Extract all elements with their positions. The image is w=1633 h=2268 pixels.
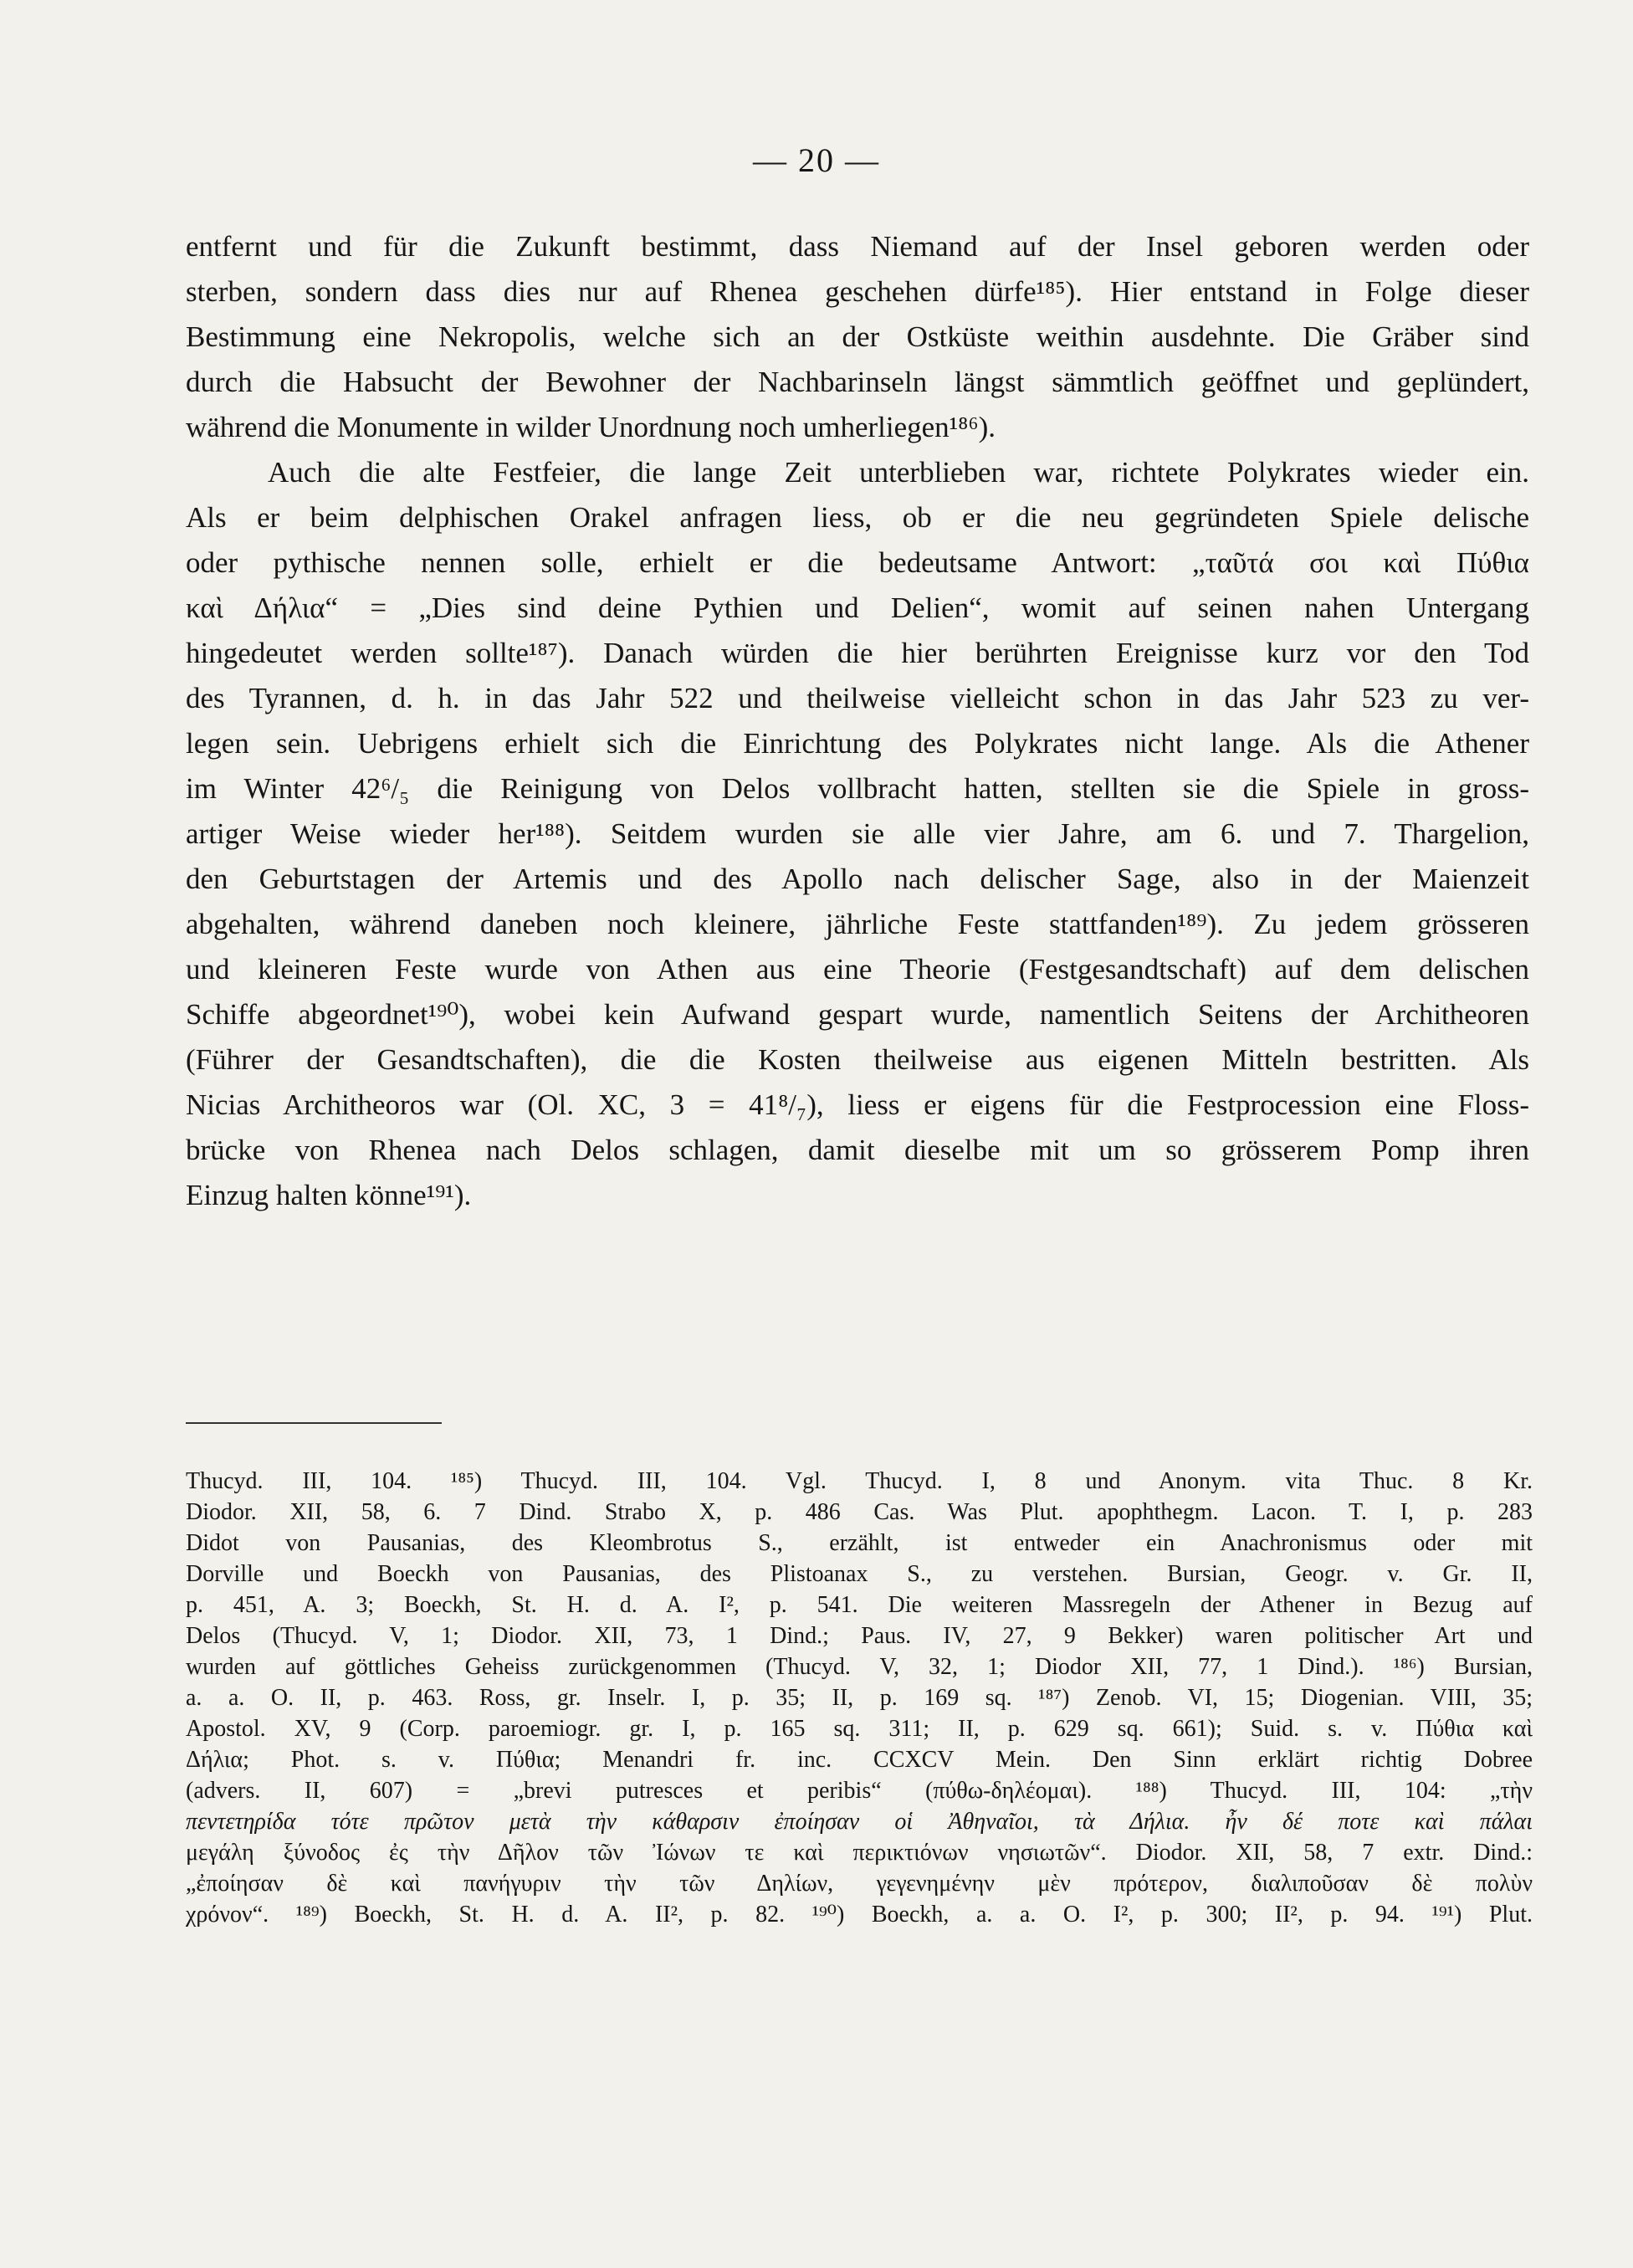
text-line: (Führer der Gesandtschaften), die die Kosten theilweise aus eigenen Mitteln bestritten. Als	[186, 1043, 1529, 1076]
footnote-line: μεγάλη ξύνοδος ἐς τὴν Δῆλον τῶν Ἰώνων τε καὶ περικτιόνων νησιωτῶν“. Diodor. XII, 58, 7 extr. Dind.:	[186, 1840, 1533, 1866]
footnote-line: wurden auf göttliches Geheiss zurückgenommen (Thucyd. V, 32, 1; Diodor XII, 77, 1 Dind.). ¹⁸⁶) Bursian,	[186, 1654, 1533, 1680]
text-line: artiger Weise wieder her¹⁸⁸). Seitdem wurden sie alle vier Jahre, am 6. und 7. Thargelion,	[186, 817, 1529, 850]
text-line: des Tyrannen, d. h. in das Jahr 522 und theilweise vielleicht schon in das Jahr 523 zu ver-	[186, 682, 1529, 714]
footnote-line: Didot von Pausanias, des Kleombrotus S., erzählt, ist entweder ein Anachronismus oder mit	[186, 1530, 1533, 1556]
text-line: abgehalten, während daneben noch kleinere, jährliche Feste stattfanden¹⁸⁹). Zu jedem grösseren	[186, 908, 1529, 940]
footnote-line: Delos (Thucyd. V, 1; Diodor. XII, 73, 1 Dind.; Paus. IV, 27, 9 Bekker) waren politischer Art und	[186, 1623, 1533, 1649]
text-line: entfernt und für die Zukunft bestimmt, dass Niemand auf der Insel geboren werden oder	[186, 230, 1529, 263]
text-line: legen sein. Uebrigens erhielt sich die Einrichtung des Polykrates nicht lange. Als die Athener	[186, 727, 1529, 760]
text-line: καὶ Δήλια“ = „Dies sind deine Pythien und Delien“, womit auf seinen nahen Untergang	[186, 591, 1529, 624]
footnote-line: p. 451, A. 3; Boeckh, St. H. d. A. I², p. 541. Die weiteren Massregeln der Athener in Bezug auf	[186, 1592, 1533, 1618]
text-line: während die Monumente in wilder Unordnung noch umherliegen¹⁸⁶).	[186, 411, 996, 443]
text-line: sterben, sondern dass dies nur auf Rhenea geschehen dürfe¹⁸⁵). Hier entstand in Folge dieser	[186, 275, 1529, 308]
footnotes	[186, 1466, 1533, 1930]
footnote-line: Δήλια; Phot. s. v. Πύθια; Menandri fr. inc. CCXCV Mein. Den Sinn erklärt richtig Dobree	[186, 1747, 1533, 1773]
footnote-line: „ἐποίησαν δὲ καὶ πανήγυριν τὴν τῶν Δηλίων, γεγενημένην μὲν πρότερον, διαλιποῦσαν δὲ πολὺν	[186, 1871, 1533, 1897]
text-line: hingedeutet werden sollte¹⁸⁷). Danach würden die hier berührten Ereignisse kurz vor den Tod	[186, 637, 1529, 669]
main-text	[186, 224, 1529, 1218]
text-line: oder pythische nennen solle, erhielt er die bedeutsame Antwort: „ταῦτά σοι καὶ Πύθια	[186, 546, 1529, 579]
text-line: und kleineren Feste wurde von Athen aus eine Theorie (Festgesandtschaft) auf dem delischen	[186, 953, 1529, 986]
text-line: Auch die alte Festfeier, die lange Zeit unterblieben war, richtete Polykrates wieder ein.	[268, 456, 1529, 489]
text-line: Nicias Architheoros war (Ol. XC, 3 = 41⁸/₇), liess er eigens für die Festprocession eine Floss-	[186, 1088, 1529, 1121]
text-line: im Winter 42⁶/₅ die Reinigung von Delos vollbracht hatten, stellten sie die Spiele in gross-	[186, 772, 1529, 805]
page-number: — 20 —	[753, 141, 880, 179]
footnote-separator	[186, 1422, 442, 1424]
footnote-line: χρόνον“. ¹⁸⁹) Boeckh, St. H. d. A. II², p. 82. ¹⁹⁰) Boeckh, a. a. O. I², p. 300; II², p. 94. ¹⁹¹) Plut.	[186, 1902, 1533, 1928]
text-line: den Geburtstagen der Artemis und des Apollo nach delischer Sage, also in der Maienzeit	[186, 863, 1529, 895]
footnote-line: Diodor. XII, 58, 6. 7 Dind. Strabo X, p. 486 Cas. Was Plut. apophthegm. Lacon. T. I, p. 283	[186, 1499, 1533, 1525]
text-line: Bestimmung eine Nekropolis, welche sich an der Ostküste weithin ausdehnte. Die Gräber sind	[186, 320, 1529, 353]
footnote-line: (advers. II, 607) = „brevi putresces et peribis“ (πύθω-δηλέομαι). ¹⁸⁸) Thucyd. III, 104: „τὴν	[186, 1778, 1533, 1804]
footnote-line: Apostol. XV, 9 (Corp. paroemiogr. gr. I, p. 165 sq. 311; II, p. 629 sq. 661); Suid. s. v. Πύθια καὶ	[186, 1716, 1533, 1742]
footnote-line: a. a. O. II, p. 463. Ross, gr. Inselr. I, p. 35; II, p. 169 sq. ¹⁸⁷) Zenob. VI, 15; Diogenian. VIII, 35;	[186, 1685, 1533, 1711]
text-line: Als er beim delphischen Orakel anfragen liess, ob er die neu gegründeten Spiele delische	[186, 501, 1529, 534]
footnote-line: Dorville und Boeckh von Pausanias, des Plistoanax S., zu verstehen. Bursian, Geogr. v. Gr. II,	[186, 1561, 1533, 1587]
footnote-line: Thucyd. III, 104. ¹⁸⁵) Thucyd. III, 104. Vgl. Thucyd. I, 8 und Anonym. vita Thuc. 8 Kr.	[186, 1468, 1533, 1494]
text-line: Schiffe abgeordnet¹⁹⁰), wobei kein Aufwand gespart wurde, namentlich Seitens der Architheoren	[186, 998, 1529, 1031]
footnote-line: πεντετηρίδα τότε πρῶτον μετὰ τὴν κάθαρσιν ἐποίησαν οἱ Ἀθηναῖοι, τὰ Δήλια. ἦν δέ ποτε καὶ πάλαι	[186, 1809, 1533, 1835]
text-line: durch die Habsucht der Bewohner der Nachbarinseln längst sämmtlich geöffnet und geplündert,	[186, 366, 1529, 398]
text-line: Einzug halten könne¹⁹¹).	[186, 1179, 472, 1211]
text-line: brücke von Rhenea nach Delos schlagen, damit dieselbe mit um so grösserem Pomp ihren	[186, 1134, 1529, 1166]
